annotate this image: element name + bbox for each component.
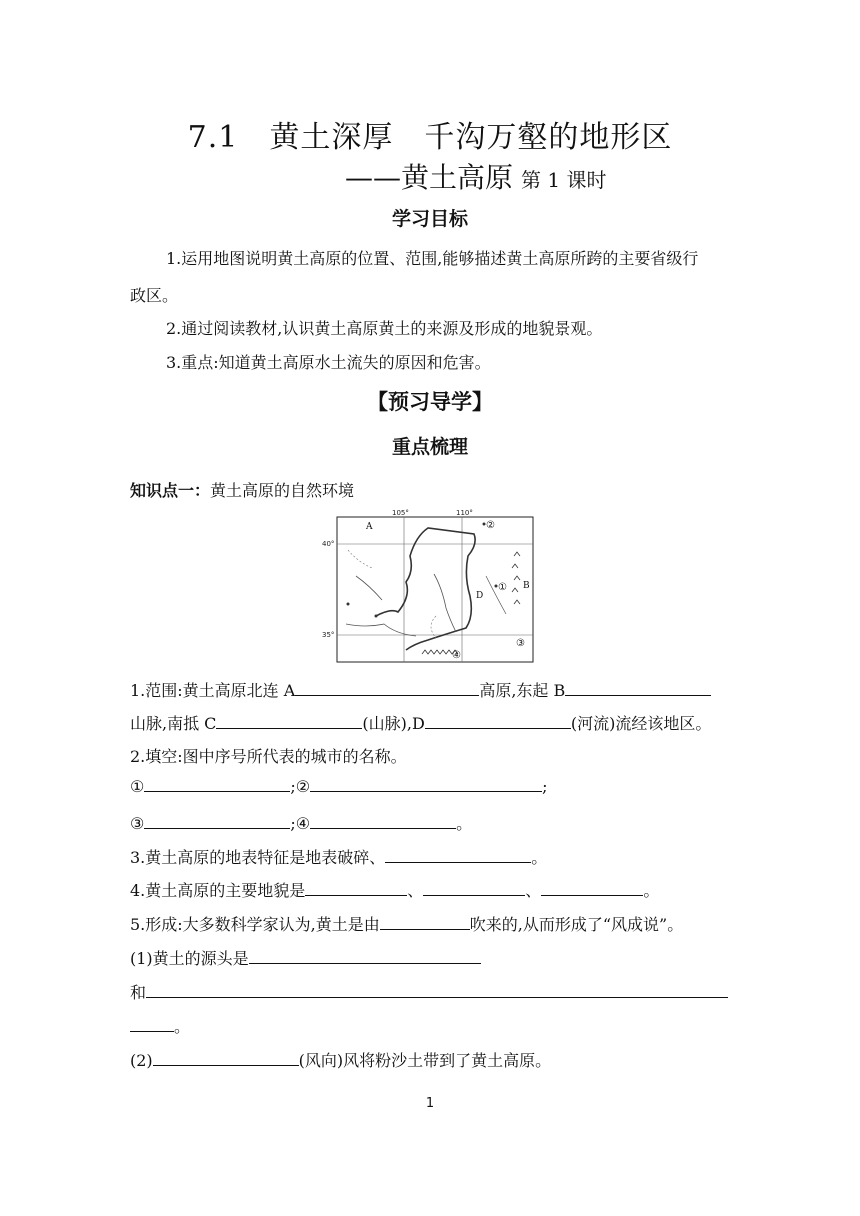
question-1-line1: 1.范围:黄土高原北连 A 高原,东起 B	[130, 678, 711, 701]
blank-city-3[interactable]	[144, 814, 290, 829]
preview-heading: 【预习导学】	[367, 390, 493, 414]
map-marker-2: ②	[486, 520, 495, 531]
lesson-title: 7.1 黄土深厚 千沟万壑的地形区	[187, 120, 673, 155]
map-marker-3: ③	[516, 638, 525, 649]
question-2-line2: ③ ;④ 。	[130, 814, 473, 833]
objective-2: 2.通过阅读教材,认识黄土高原黄土的来源及形成的地貌景观。	[166, 319, 603, 338]
map-label-d: D	[476, 591, 484, 601]
blank-surface[interactable]	[385, 848, 531, 863]
map-marker-4: ④	[452, 650, 461, 661]
knowledge-point	[130, 478, 354, 501]
knowledge-text: 黄土高原的自然环境	[210, 481, 355, 500]
blank-landform-3[interactable]	[541, 881, 643, 896]
blank-source-2[interactable]	[146, 983, 728, 998]
blank-source-2-cont[interactable]	[130, 1017, 174, 1032]
objectives-heading: 学习目标	[391, 208, 468, 230]
blank-b[interactable]	[565, 681, 711, 696]
blank-c[interactable]	[216, 714, 362, 729]
question-3: 3.黄土高原的地表特征是地表破碎、 。	[130, 848, 548, 867]
blank-city-1[interactable]	[144, 777, 290, 792]
blank-landform-1[interactable]	[305, 881, 407, 896]
blank-a[interactable]	[295, 681, 479, 696]
blank-d[interactable]	[425, 714, 571, 729]
blank-source-1[interactable]	[249, 949, 481, 964]
objective-1-cont: 政区。	[130, 286, 179, 305]
map-lat-35: 35°	[322, 631, 335, 639]
page-number: 1	[425, 1096, 435, 1111]
map-lon-105: 105°	[392, 509, 409, 517]
question-4: 4.黄土高原的主要地貌是 、 、 。	[130, 881, 660, 900]
question-5: 5.形成:大多数科学家认为,黄土是由 吹来的,从而形成了“风成说”。	[130, 915, 684, 934]
objective-1: 1.运用地图说明黄土高原的位置、范围,能够描述黄土高原所跨的主要省级行	[166, 249, 699, 268]
lesson-number: 第 1 课时	[521, 168, 607, 192]
map-lon-110: 110°	[456, 509, 473, 517]
blank-landform-2[interactable]	[423, 881, 525, 896]
key-points-heading: 重点梳理	[391, 436, 468, 458]
lesson-subtitle	[345, 156, 606, 196]
objective-3: 3.重点:知道黄土高原水土流失的原因和危害。	[166, 353, 491, 372]
question-5-1-end: 。	[130, 1014, 190, 1037]
loess-plateau-map	[322, 509, 534, 663]
blank-wind-direction[interactable]	[153, 1051, 299, 1066]
map-label-a: A	[366, 522, 373, 532]
question-5-1: (1)黄土的源头是	[130, 946, 481, 969]
question-2-line1: ① ;② ;	[130, 777, 548, 796]
map-label-b: B	[523, 581, 530, 591]
blank-city-4[interactable]	[310, 814, 456, 829]
question-1-line2: 山脉,南抵 C (山脉),D (河流)流经该地区。	[130, 714, 712, 733]
question-5-2: (2) (风向)风将粉沙土带到了黄土高原。	[130, 1051, 552, 1070]
blank-city-2[interactable]	[310, 777, 542, 792]
knowledge-label: 知识点一：	[130, 481, 211, 500]
map-marker-1: ①	[498, 582, 507, 593]
question-5-1-cont: 和	[130, 980, 728, 1003]
question-2-title: 2.填空:图中序号所代表的城市的名称。	[130, 747, 407, 766]
subtitle-main: ——黄土高原	[345, 161, 514, 194]
blank-wind[interactable]	[380, 915, 470, 930]
map-lat-40: 40°	[322, 540, 335, 548]
